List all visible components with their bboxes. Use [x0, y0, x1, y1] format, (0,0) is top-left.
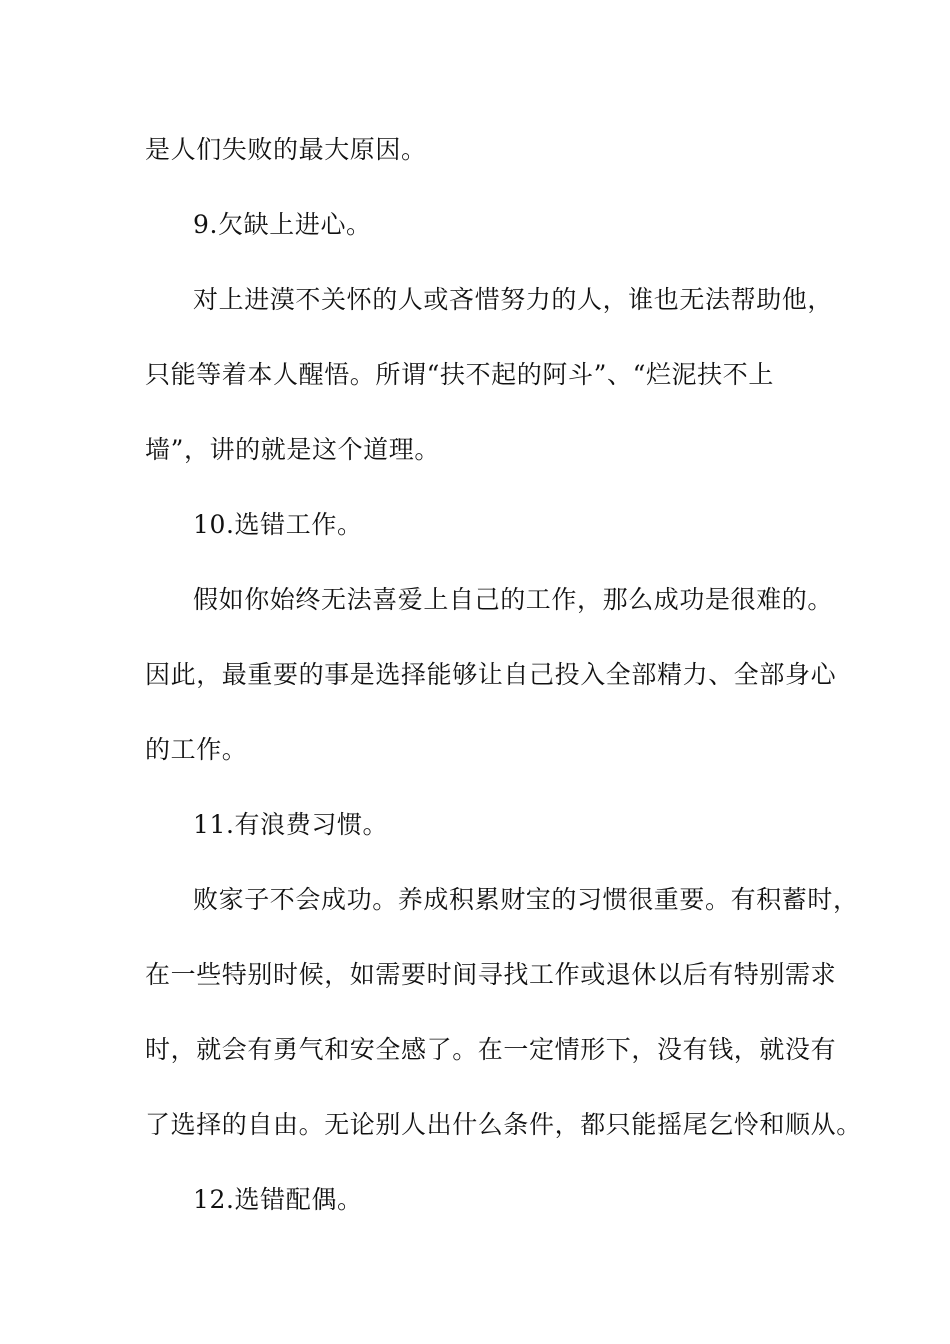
paragraph-line: 败家子不会成功。养成积累财宝的习惯很重要。有积蓄时， — [193, 885, 859, 914]
body-text-line: 是人们失败的最大原因。 — [145, 135, 427, 164]
paragraph-line: 只能等着本人醒悟。所谓“扶不起的阿斗”、“烂泥扶不上 — [145, 360, 774, 389]
paragraph-line: 了选择的自由。无论别人出什么条件，都只能摇尾乞怜和顺从。 — [145, 1110, 862, 1139]
section-heading-12: 12.选错配偶。 — [193, 1185, 363, 1214]
section-heading-11: 11.有浪费习惯。 — [193, 810, 389, 839]
section-heading-10: 10.选错工作。 — [193, 510, 363, 539]
paragraph-line: 对上进漠不关怀的人或吝惜努力的人，谁也无法帮助他， — [193, 285, 834, 314]
paragraph-line: 时，就会有勇气和安全感了。在一定情形下，没有钱，就没有 — [145, 1035, 837, 1064]
paragraph-line: 假如你始终无法喜爱上自己的工作，那么成功是很难的。 — [193, 585, 834, 614]
paragraph-line: 因此，最重要的事是选择能够让自己投入全部精力、全部身心 — [145, 660, 837, 689]
paragraph-line: 墙”，讲的就是这个道理。 — [145, 435, 440, 464]
paragraph-line: 的工作。 — [145, 735, 248, 764]
paragraph-line: 在一些特别时候，如需要时间寻找工作或退休以后有特别需求 — [145, 960, 837, 989]
section-heading-9: 9.欠缺上进心。 — [193, 210, 372, 239]
